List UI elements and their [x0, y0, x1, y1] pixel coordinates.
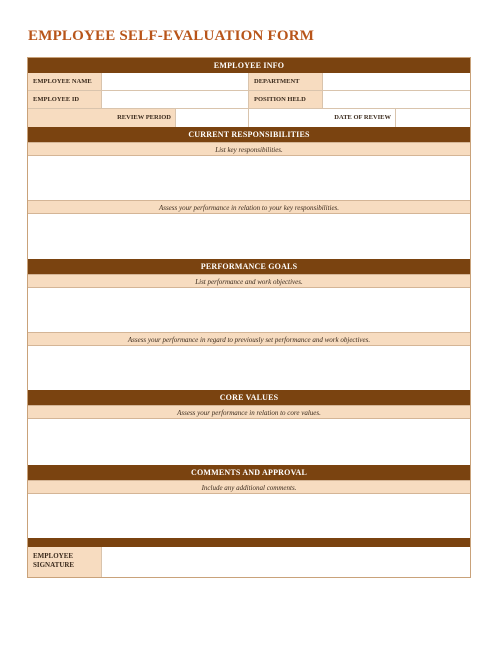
employee-signature-label: [28, 547, 102, 577]
position-held-field[interactable]: [323, 91, 470, 108]
review-period-label: REVIEW PERIOD: [28, 109, 176, 127]
form-title: EMPLOYEE SELF-EVALUATION FORM: [28, 28, 315, 44]
performance-goals-header: PERFORMANCE GOALS: [28, 259, 470, 274]
responsibilities-assessment-field[interactable]: [28, 214, 470, 259]
comments-field[interactable]: [28, 494, 470, 538]
comments-prompt: Include any additional comments.: [28, 480, 470, 494]
current-responsibilities-header: CURRENT RESPONSIBILITIES: [28, 127, 470, 142]
core-values-prompt: Assess your performance in relation to core values.: [28, 405, 470, 419]
signature-label-line1: EMPLOYEE: [33, 552, 74, 560]
core-values-field[interactable]: [28, 419, 470, 465]
employee-signature-field[interactable]: [102, 547, 470, 577]
signature-label-line2: SIGNATURE: [33, 561, 75, 569]
evaluation-form: [27, 57, 471, 578]
signature-divider: [28, 538, 470, 547]
signature-row: [28, 547, 470, 577]
employee-name-label: EMPLOYEE NAME: [28, 73, 102, 90]
position-held-label: POSITION HELD: [249, 91, 323, 108]
objectives-assessment-field[interactable]: [28, 346, 470, 390]
assess-responsibilities-prompt: Assess your performance in relation to your key responsibilities.: [28, 200, 470, 214]
info-row-1: [28, 73, 470, 91]
list-objectives-prompt: List performance and work objectives.: [28, 274, 470, 288]
comments-approval-header: COMMENTS AND APPROVAL: [28, 465, 470, 480]
info-row-2: [28, 91, 470, 109]
department-label: DEPARTMENT: [249, 73, 323, 90]
responsibilities-field[interactable]: [28, 156, 470, 200]
info-row-3: [28, 109, 470, 127]
department-field[interactable]: [323, 73, 470, 90]
assess-objectives-prompt: Assess your performance in regard to previously set performance and work objectives.: [28, 332, 470, 346]
core-values-header: CORE VALUES: [28, 390, 470, 405]
employee-id-label: EMPLOYEE ID: [28, 91, 102, 108]
employee-name-field[interactable]: [102, 73, 249, 90]
employee-id-field[interactable]: [102, 91, 249, 108]
employee-info-table: [28, 73, 470, 127]
list-responsibilities-prompt: List key responsibilities.: [28, 142, 470, 156]
date-of-review-label: DATE OF REVIEW: [249, 109, 396, 127]
review-period-field[interactable]: [176, 109, 249, 127]
employee-info-header: EMPLOYEE INFO: [28, 58, 470, 73]
date-of-review-field[interactable]: [396, 109, 470, 127]
objectives-field[interactable]: [28, 288, 470, 332]
